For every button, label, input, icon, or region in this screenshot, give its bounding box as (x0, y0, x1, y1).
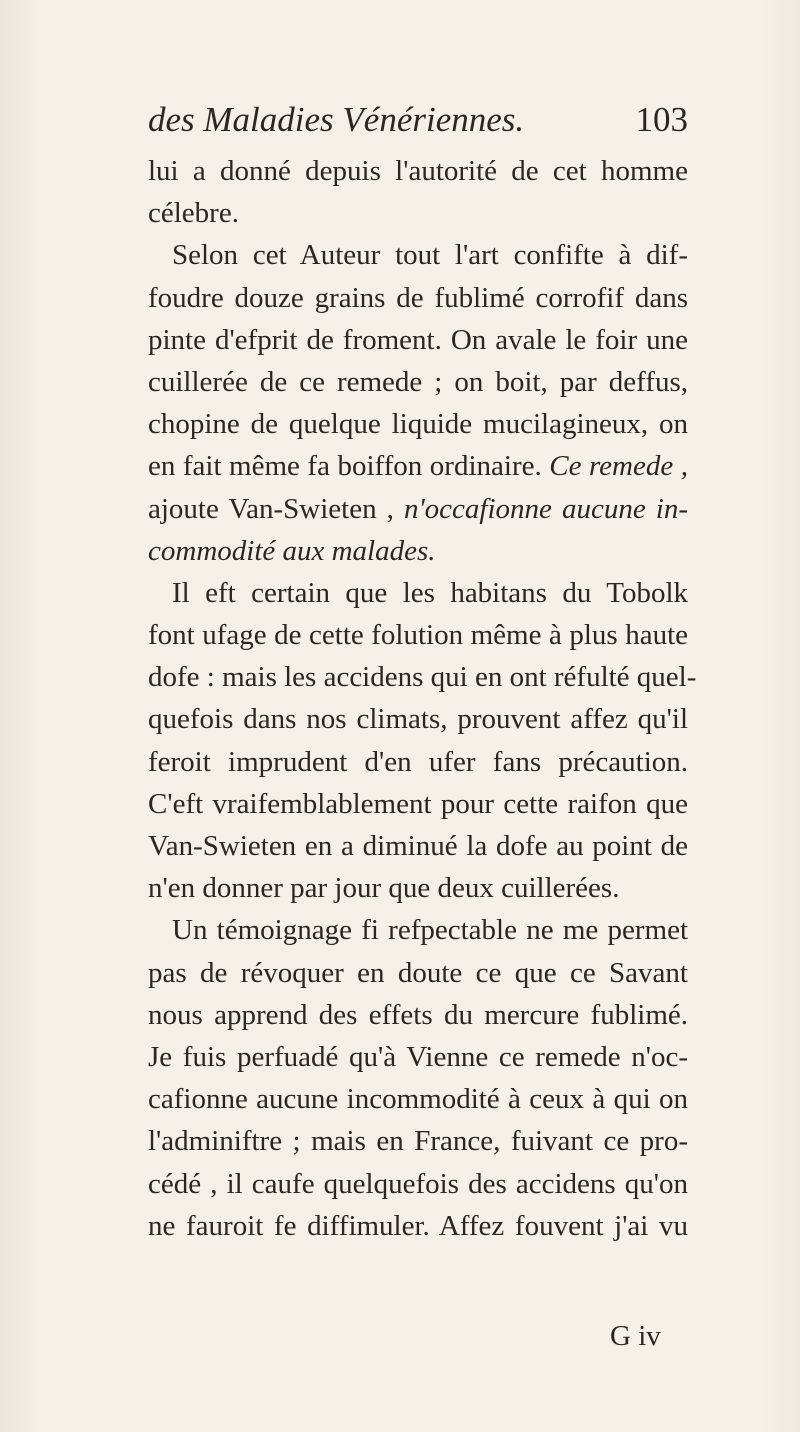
text-line: Van-Swieten en a diminué la dofe au point de (148, 830, 688, 862)
text-line: Il eft certain que les habitans du Tobolk (172, 576, 688, 609)
italic-quote: commodité aux malades. (148, 534, 436, 567)
page-header (148, 95, 688, 145)
text-line: ne fauroit fe diffimuler. Affez fouvent j'ai vu (148, 1209, 688, 1242)
text-line: nous apprend des effets du mercure fublimé. (148, 998, 688, 1031)
running-title: des Maladies Vénériennes. (148, 100, 525, 139)
text-line: pas de révoquer en doute ce que ce Savant (148, 956, 688, 989)
text-line: dofe : mais les accidens qui en ont réfulté quel- (148, 661, 697, 694)
text-line: Je fuis perfuadé qu'à Vienne ce remede n'oc- (148, 1040, 688, 1073)
text-line: ajoute Van-Swieten , n'occafionne aucune in- (148, 492, 688, 525)
text-line: foudre douze grains de fublimé corrofif dans (148, 281, 688, 314)
text-line: cédé , il caufe quelquefois des accidens qu'on (148, 1167, 688, 1200)
text-line: n'en donner par jour que deux cuillerées. (148, 872, 620, 905)
text-line: C'eft vraifemblablement pour cette raifon que (148, 787, 688, 820)
text-line: l'adminiftre ; mais en France, fuivant ce pro- (148, 1125, 688, 1158)
text-line: en fait même fa boiffon ordinaire. Ce remede , (148, 450, 689, 483)
italic-quote: n'occafionne aucune in- (403, 492, 688, 525)
text-line: Selon cet Auteur tout l'art confifte à dif- (172, 239, 688, 272)
text-line: chopine de quelque liquide mucilagineux, on (148, 408, 688, 441)
text-line: feroit imprudent d'en ufer fans précaution. (148, 745, 688, 778)
italic-quote: Ce remede , (549, 450, 689, 483)
signature-mark: G iv (610, 1320, 661, 1352)
text-line: cafionne aucune incommodité à ceux à qui on (148, 1083, 688, 1116)
text-line (148, 530, 688, 572)
text-line: pinte d'efprit de froment. On avale le foir une (148, 323, 688, 356)
text-line: font ufage de cette folution même à plus haute (148, 619, 688, 652)
text-line: cuillerée de ce remede ; on boit, par deffus, (148, 365, 688, 398)
page-number: 103 (635, 100, 688, 139)
text-line: célebre. (148, 197, 239, 230)
body-text (148, 150, 697, 1247)
text-line: Un témoignage fi refpectable ne me permet (172, 914, 688, 947)
text-line: lui a donné depuis l'autorité de cet homme (148, 155, 688, 187)
text-line: quefois dans nos climats, prouvent affez qu'il (148, 703, 688, 736)
